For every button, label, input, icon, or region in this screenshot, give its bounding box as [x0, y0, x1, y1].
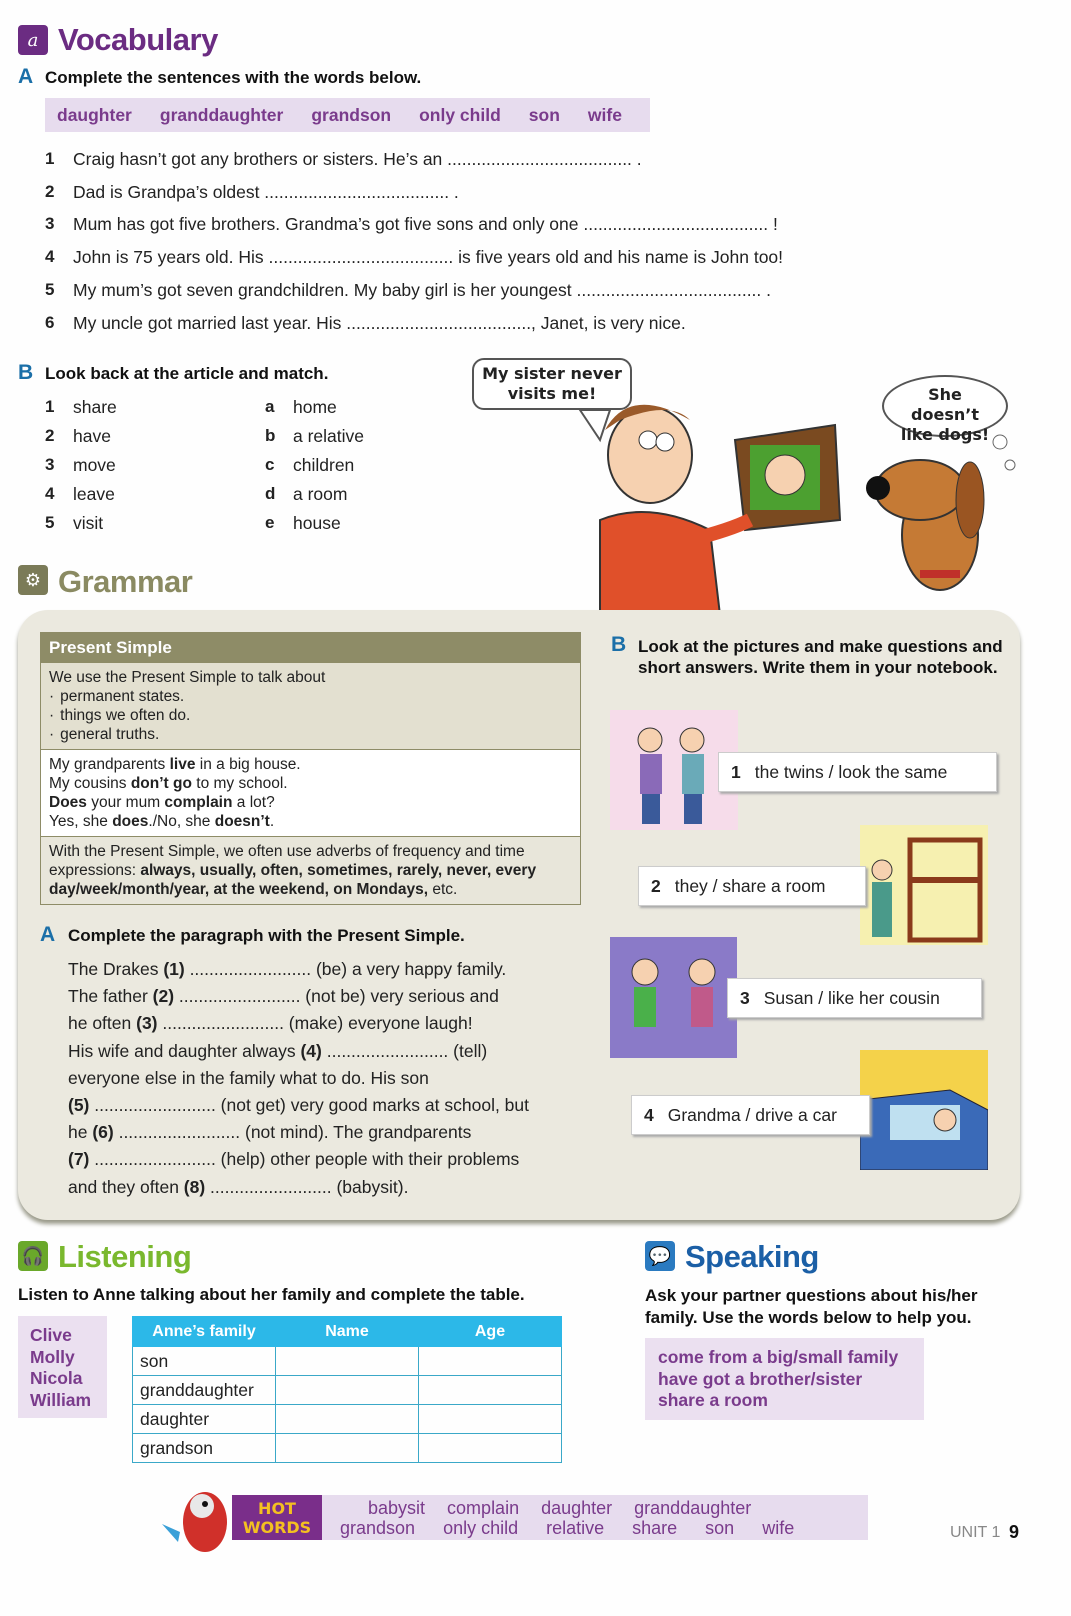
bold-text: Does [49, 794, 87, 811]
rule-intro: We use the Present Simple to talk about [49, 669, 326, 686]
bold-text: (6) [92, 1122, 114, 1143]
text: everyone else in the family what to do. His son [68, 1067, 429, 1088]
paragraph-line [68, 956, 598, 983]
answer-cell[interactable] [419, 1434, 562, 1463]
sentence-text: Dad is Grandpa’s oldest ...................................... . [73, 181, 459, 202]
question-prompt-3 [727, 978, 982, 1018]
bold-text: (2) [152, 986, 175, 1007]
exercise-letter: B [18, 361, 34, 384]
text: His wife and daughter always [68, 1040, 301, 1061]
hot-word: grandson [340, 1518, 416, 1538]
unit-label: UNIT 1 [950, 1524, 1001, 1541]
hot-word: complain [447, 1498, 520, 1518]
word-bank-item: only child [419, 104, 501, 125]
match-noun: house [293, 513, 341, 533]
match-noun: a room [293, 484, 348, 504]
hot-word: son [705, 1518, 735, 1538]
listening-instruction: Listen to Anne talking about her family and complete the table. [18, 1285, 525, 1304]
prompt-number: 3 [740, 987, 750, 1008]
match-letter: e [265, 513, 275, 532]
listening-title: Listening [58, 1239, 192, 1274]
match-number: 2 [45, 426, 55, 445]
text: ......................... (not get) very good marks at school, but [89, 1095, 530, 1116]
note-expressions: always, usually, often, sometimes, rarely, never, every day/week/month/year, at the weekend, on Mondays, [49, 862, 537, 898]
sentence-number: 1 [45, 149, 55, 168]
gap-fill-paragraph [68, 956, 598, 1201]
text: he [68, 1122, 93, 1143]
family-member-cell: son [133, 1347, 276, 1376]
match-number: 3 [45, 455, 55, 474]
sentence-text: My mum’s got seven grandchildren. My baby girl is her youngest ...................................... . [73, 279, 772, 300]
text: in a big house. [195, 756, 301, 773]
text: My cousins [49, 775, 131, 792]
sentence-number: 3 [45, 214, 55, 234]
paragraph-line [68, 1010, 598, 1037]
hot-word: wife [762, 1518, 795, 1538]
page-number: 9 [1009, 1522, 1020, 1542]
name-option: Molly [30, 1346, 75, 1367]
grammar-a-instruction: Complete the paragraph with the Present Simple. [68, 926, 465, 945]
paragraph-line [68, 1065, 598, 1092]
text: ......................... (babysit). [205, 1176, 409, 1197]
match-verb: visit [73, 513, 104, 533]
example-sentence [49, 774, 572, 793]
hot-words-label-line: HOT [258, 1499, 296, 1518]
sentence-text: John is 75 years old. His ...................................... is five years old and his name is John too! [73, 247, 784, 268]
answer-cell[interactable] [419, 1347, 562, 1376]
grandma-car-illustration [860, 1050, 988, 1170]
text: My grandparents [49, 756, 170, 773]
example-sentence [49, 793, 572, 812]
gear-icon: ⚙ [18, 565, 48, 595]
match-verb: move [73, 455, 116, 475]
speaking-instruction: Ask your partner questions about his/her family. Use the words below to help you. [645, 1286, 978, 1327]
cartoon-man-and-dog-illustration [560, 380, 1020, 620]
table-row [133, 1405, 562, 1434]
name-option: Clive [30, 1325, 72, 1345]
bullet-dot-icon: · [49, 707, 55, 724]
match-noun: home [293, 397, 337, 417]
answer-cell[interactable] [276, 1405, 419, 1434]
bold-text: (4) [300, 1040, 322, 1061]
sentence-text: My uncle got married last year. His ......................................, Janet, is very nice. [73, 312, 686, 333]
text: and they often [68, 1176, 184, 1197]
text: ......................... (help) other people with their problems [89, 1149, 520, 1170]
rule-usage [41, 662, 580, 749]
hot-word: babysit [368, 1498, 426, 1518]
answer-cell[interactable] [276, 1347, 419, 1376]
bold-text: (3) [136, 1013, 158, 1034]
match-noun: a relative [293, 426, 365, 446]
bold-text: (5) [68, 1095, 90, 1116]
table-row [133, 1376, 562, 1405]
word-bank-item: grandson [311, 104, 392, 125]
paragraph-line [68, 983, 598, 1010]
rule-note [41, 836, 580, 904]
column-header: Anne’s family [133, 1317, 276, 1347]
prompt-text: Grandma / drive a car [667, 1104, 837, 1125]
name-option: Nicola [30, 1368, 83, 1388]
bold-text: don’t go [130, 775, 192, 792]
grammar-b-instruction: Look at the pictures and make questions and short answers. Write them in your notebook. [638, 637, 1003, 677]
text: ......................... (tell) [321, 1040, 488, 1061]
bunk-bed-illustration [860, 825, 988, 945]
match-letter: b [265, 426, 276, 445]
names-box [18, 1316, 107, 1418]
table-row [133, 1434, 562, 1463]
prompt-text: they / share a room [674, 875, 826, 896]
match-letter: d [265, 484, 276, 503]
speaking-phrase: share a room [658, 1390, 768, 1410]
sentence-number: 5 [45, 279, 55, 299]
parrot-icon [160, 1482, 240, 1554]
vocab-a-instruction: Complete the sentences with the words below. [45, 68, 422, 87]
speaking-phrase: have got a brother/sister [658, 1368, 863, 1389]
bold-text: does [112, 813, 149, 830]
sentence-number: 2 [45, 181, 55, 201]
bullet-text: permanent states. [60, 688, 185, 705]
hot-word: only child [443, 1518, 519, 1538]
speaking-phrase: come from a big/small family [658, 1347, 899, 1367]
rule-bullet [49, 706, 572, 725]
bullet-dot-icon: · [49, 688, 55, 705]
headphones-icon: 🎧 [18, 1241, 48, 1271]
match-verb: have [73, 426, 111, 446]
text: your mum [86, 794, 165, 811]
name-option: William [30, 1389, 92, 1410]
hot-words-label-line: WORDS [242, 1518, 312, 1537]
text: . [269, 813, 275, 830]
family-table [132, 1316, 562, 1463]
script-a-icon: a [18, 25, 48, 55]
rule-examples [41, 749, 580, 836]
bullet-text: things we often do. [60, 707, 191, 724]
text: a lot? [232, 794, 275, 811]
bold-text: (8) [183, 1176, 206, 1197]
example-sentence [49, 812, 572, 831]
paragraph-line [68, 1174, 598, 1201]
text: ......................... (make) everyone laugh! [157, 1013, 473, 1034]
paragraph-line [68, 1146, 598, 1173]
question-prompt-2 [638, 866, 866, 906]
speaking-title: Speaking [685, 1239, 819, 1274]
vocabulary-title: Vocabulary [58, 22, 218, 57]
paragraph-line [68, 1119, 598, 1146]
bullet-text: general truths. [60, 726, 160, 743]
family-member-cell: daughter [133, 1405, 276, 1434]
text: to my school. [191, 775, 288, 792]
family-member-cell: grandson [133, 1434, 276, 1463]
man-speech-bubble: My sister never visits me! [472, 358, 632, 410]
match-verb: leave [73, 484, 115, 504]
dog-thought-bubble: She doesn’t like dogs! [882, 375, 1008, 437]
rule-bullet [49, 725, 572, 744]
grammar-title: Grammar [58, 564, 193, 599]
exercise-letter: A [40, 923, 56, 946]
bold-text: complain [164, 794, 233, 811]
hot-words-label [232, 1495, 322, 1540]
text: ......................... (be) a very happy family. [184, 959, 507, 979]
family-member-cell: granddaughter [133, 1376, 276, 1405]
prompt-text: the twins / look the same [754, 761, 948, 782]
bold-text: (1) [163, 959, 185, 979]
text: The Drakes [68, 959, 164, 979]
bold-text: doesn’t [214, 813, 270, 830]
example-sentence [49, 755, 572, 774]
hot-word: granddaughter [634, 1498, 752, 1518]
vocab-b-instruction: Look back at the article and match. [45, 364, 329, 383]
hot-word: daughter [541, 1498, 613, 1518]
text: ./No, she [148, 813, 215, 830]
word-bank-item: wife [587, 104, 622, 125]
question-prompt-1 [718, 752, 997, 792]
match-verb: share [73, 397, 117, 417]
prompt-number: 4 [644, 1104, 654, 1125]
prompt-number: 2 [651, 875, 661, 896]
table-row [133, 1347, 562, 1376]
bold-text: (7) [68, 1149, 90, 1170]
match-number: 1 [45, 397, 55, 416]
match-letter: c [265, 455, 275, 474]
word-bank-item: daughter [57, 104, 132, 125]
answer-cell[interactable] [419, 1405, 562, 1434]
text: ......................... (not mind). The grandparents [113, 1122, 472, 1143]
note-end: etc. [428, 881, 458, 898]
sentence-number: 4 [45, 247, 55, 267]
match-number: 4 [45, 484, 55, 503]
prompt-text: Susan / like her cousin [763, 987, 940, 1008]
phrases-box [645, 1338, 924, 1420]
arguing-girls-illustration [610, 937, 737, 1058]
answer-cell[interactable] [276, 1434, 419, 1463]
answer-cell[interactable] [419, 1376, 562, 1405]
match-number: 5 [45, 513, 55, 532]
match-noun: children [293, 455, 355, 475]
bullet-dot-icon: · [49, 726, 55, 743]
speech-bubble-icon: 💬 [645, 1241, 675, 1271]
word-bank-item: son [528, 104, 560, 125]
word-bank-item: granddaughter [159, 104, 284, 125]
text: Yes, she [49, 813, 113, 830]
bold-text: live [169, 756, 196, 773]
sentence-number: 6 [45, 312, 55, 332]
note-text: With the Present Simple, we often use adverbs of frequency and time expressions: [49, 843, 525, 879]
hot-words-list [322, 1495, 868, 1540]
prompt-number: 1 [731, 761, 741, 782]
text: he often [68, 1013, 137, 1034]
word-box [45, 98, 650, 132]
text: ......................... (not be) very serious and [174, 986, 499, 1007]
rule-bullet [49, 687, 572, 706]
paragraph-line [68, 1092, 598, 1119]
answer-cell[interactable] [276, 1376, 419, 1405]
table-header-row [133, 1317, 562, 1347]
exercise-letter: A [18, 65, 34, 88]
sentence-text: Mum has got five brothers. Grandma’s got five sons and only one ...................................... ! [73, 214, 778, 235]
question-prompt-4 [631, 1095, 870, 1135]
exercise-letter: B [611, 633, 627, 656]
match-letter: a [265, 397, 275, 416]
present-simple-rule-box [40, 632, 581, 905]
text: The father [68, 986, 153, 1007]
rule-box-title: Present Simple [41, 633, 580, 662]
hot-word: relative [546, 1518, 605, 1538]
sentence-text: Craig hasn’t got any brothers or sisters. He’s an ...................................... . [73, 149, 642, 169]
hot-word: share [632, 1518, 678, 1538]
paragraph-line [68, 1038, 598, 1065]
column-header: Age [419, 1317, 562, 1347]
column-header: Name [276, 1317, 419, 1347]
